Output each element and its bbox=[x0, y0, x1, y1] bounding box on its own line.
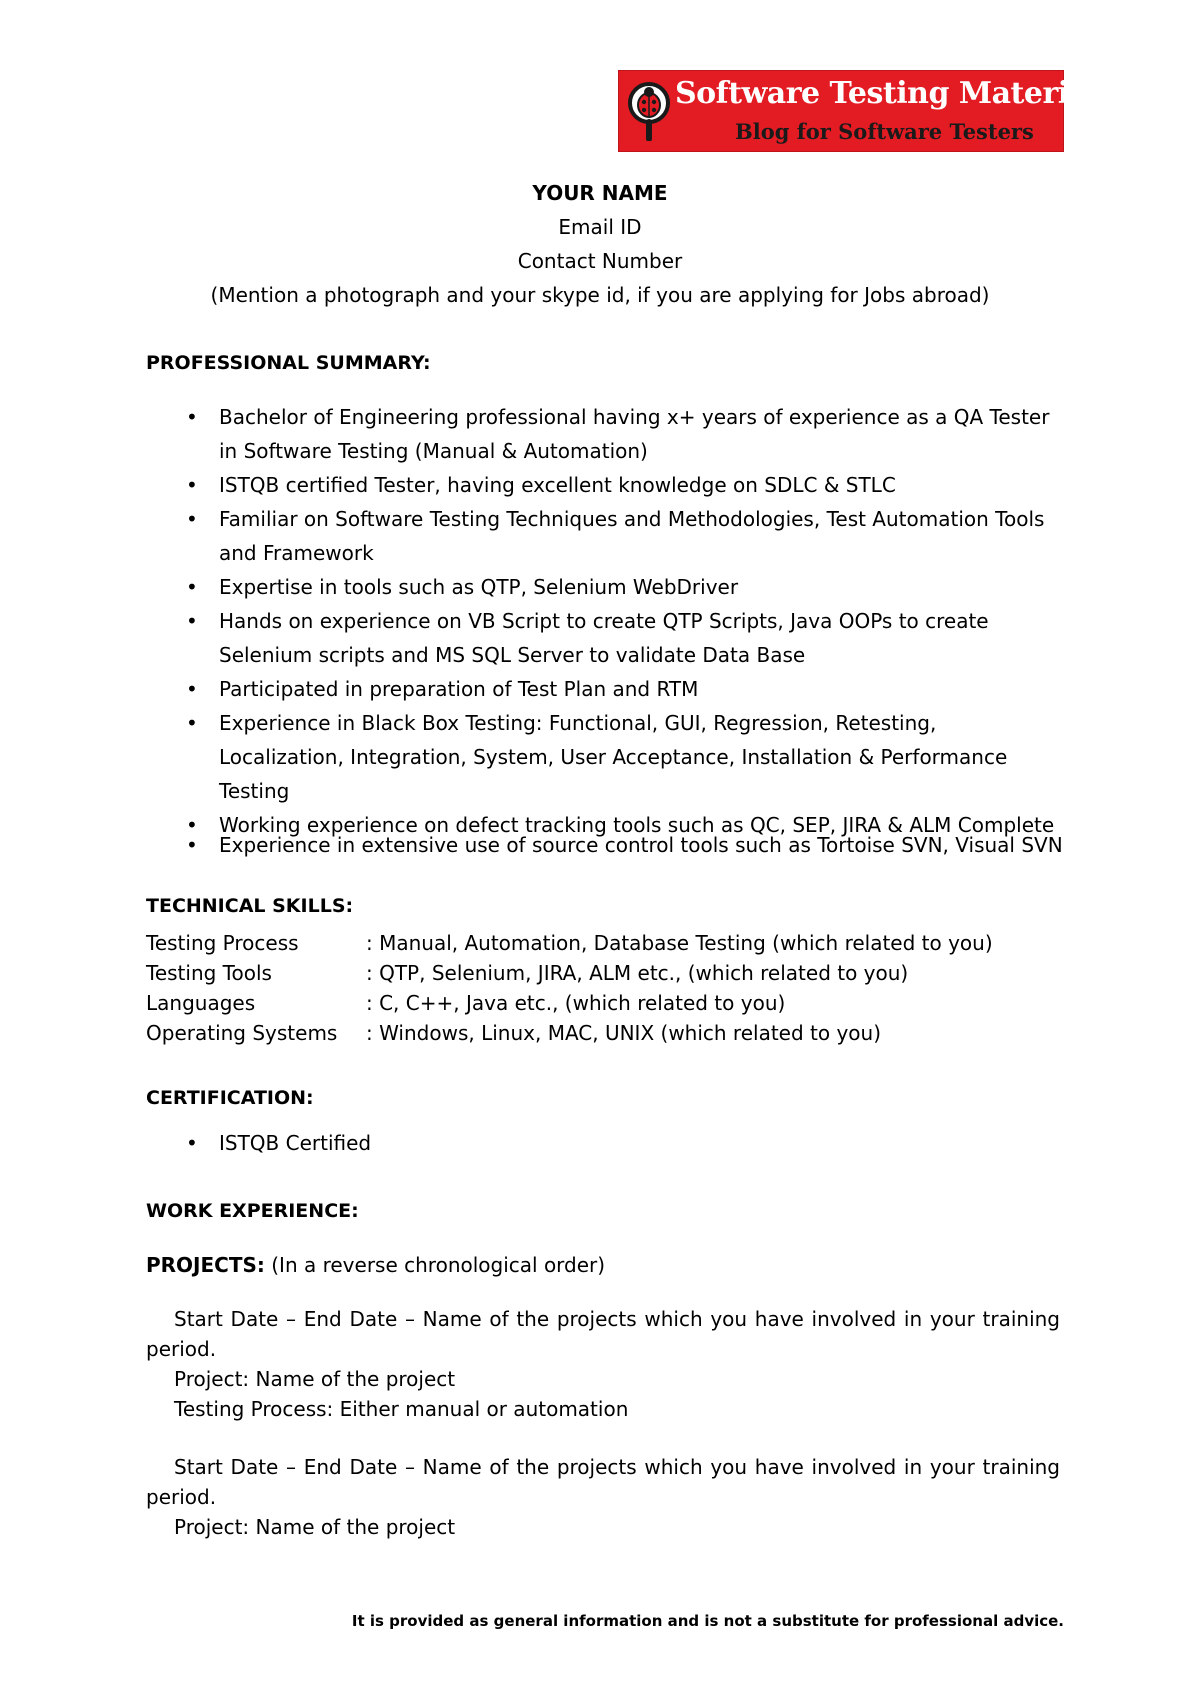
skill-label: Testing Process bbox=[146, 931, 299, 955]
summary-item: • ISTQB certified Tester, having excellent knowledge on SDLC & STLC bbox=[146, 468, 1066, 502]
skill-label: Operating Systems bbox=[146, 1021, 338, 1045]
section-heading-skills: TECHNICAL SKILLS: bbox=[146, 895, 354, 917]
brand-logo bbox=[618, 70, 1099, 152]
summary-list-extra bbox=[146, 828, 1066, 862]
project-entry bbox=[146, 1452, 1060, 1542]
summary-item: • Familiar on Software Testing Techniques and Methodologies, Test Automation Tools and Framework bbox=[146, 502, 1066, 570]
project-name: Project: Name of the project bbox=[174, 1515, 456, 1539]
certification-list bbox=[146, 1126, 1066, 1160]
skill-row bbox=[146, 958, 993, 988]
projects-heading-line bbox=[146, 1250, 1060, 1280]
summary-item: • Bachelor of Engineering professional having x+ years of experience as a QA Tester in Software Testing (Manual & Automation) bbox=[146, 400, 1066, 468]
projects-subheading: (In a reverse chronological order) bbox=[264, 1253, 606, 1277]
summary-item: • Experience in extensive use of source control tools such as Tortoise SVN, Visual SVN bbox=[146, 828, 1066, 862]
skill-label: Languages bbox=[146, 991, 256, 1015]
certification-item: • ISTQB Certified bbox=[146, 1126, 1066, 1160]
summary-list bbox=[146, 400, 1066, 842]
skill-value: : Manual, Automation, Database Testing (which related to you) bbox=[366, 931, 993, 955]
skill-row bbox=[146, 928, 993, 958]
summary-item: • Expertise in tools such as QTP, Selenium WebDriver bbox=[146, 570, 1066, 604]
project-name: Project: Name of the project bbox=[174, 1367, 456, 1391]
section-heading-certification: CERTIFICATION: bbox=[146, 1087, 314, 1109]
summary-item: • Participated in preparation of Test Plan and RTM bbox=[146, 672, 1066, 706]
logo-title: Software Testing Material bbox=[675, 76, 1099, 111]
skill-label: Testing Tools bbox=[146, 961, 272, 985]
skill-value: : C, C++, Java etc., (which related to you) bbox=[366, 991, 786, 1015]
section-heading-summary: PROFESSIONAL SUMMARY: bbox=[146, 352, 431, 374]
project-intro: Start Date – End Date – Name of the projects which you have involved in your training period. bbox=[146, 1307, 1060, 1361]
skill-row bbox=[146, 1018, 993, 1048]
project-intro: Start Date – End Date – Name of the projects which you have involved in your training period. bbox=[146, 1455, 1060, 1509]
skill-row bbox=[146, 988, 993, 1018]
summary-item: • Hands on experience on VB Script to create QTP Scripts, Java OOPs to create Selenium scripts and MS SQL Server to validate Data Base bbox=[146, 604, 1066, 672]
contact-note: (Mention a photograph and your skype id, if you are applying for Jobs abroad) bbox=[210, 283, 990, 307]
project-process: Testing Process: Either manual or automation bbox=[174, 1397, 629, 1421]
contact-number-line: Contact Number bbox=[517, 249, 683, 273]
skills-table bbox=[146, 928, 993, 1048]
logo-subtitle: Blog for Software Testers bbox=[735, 119, 1034, 144]
section-heading-work: WORK EXPERIENCE: bbox=[146, 1200, 359, 1222]
project-entry bbox=[146, 1304, 1060, 1424]
section-heading-projects: PROJECTS: bbox=[146, 1253, 265, 1277]
candidate-name: YOUR NAME bbox=[532, 181, 668, 205]
footer-disclaimer: It is provided as general information and is not a substitute for professional advice. bbox=[351, 1612, 1064, 1630]
summary-item: • Experience in Black Box Testing: Functional, GUI, Regression, Retesting, Localization, Integration, System, User Acceptance, Installation & Performance Testing bbox=[146, 706, 1066, 808]
skill-value: : QTP, Selenium, JIRA, ALM etc., (which related to you) bbox=[366, 961, 909, 985]
summary-item: • Working experience on defect tracking tools such as QC, SEP, JIRA & ALM Complete bbox=[146, 808, 1066, 842]
magnifier-ladybug-icon bbox=[627, 81, 675, 141]
skill-value: : Windows, Linux, MAC, UNIX (which related to you) bbox=[366, 1021, 882, 1045]
email-line: Email ID bbox=[558, 215, 642, 239]
